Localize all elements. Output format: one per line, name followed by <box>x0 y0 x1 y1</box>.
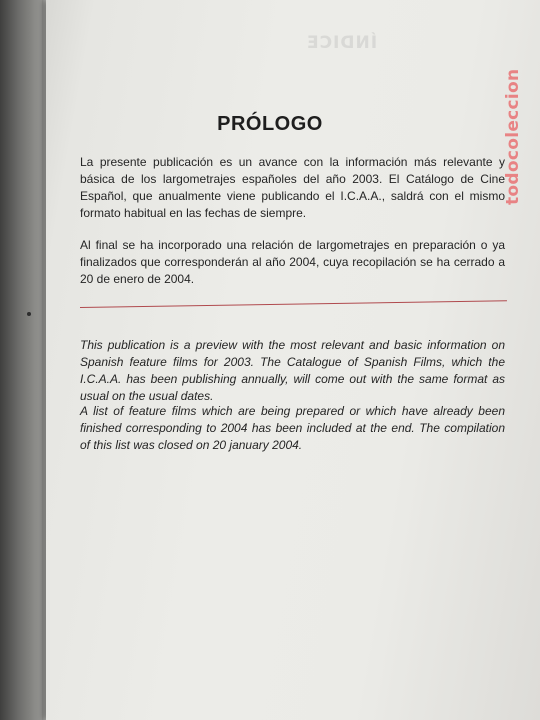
english-paragraph-2: A list of feature films which are being prepared or which have already been finished corresponding to 2004 has been included at the end. The compilation of this list was closed on 20 january 2004. <box>80 404 505 452</box>
watermark-text: todocoleccion <box>503 68 523 205</box>
page-title: PRÓLOGO <box>217 113 323 135</box>
bleed-through-text: ÍNDICE <box>306 33 378 53</box>
margin-dot <box>27 312 31 316</box>
english-paragraph-1: This publication is a preview with the most relevant and basic information on Spanish feature films for 2003. The Catalogue of Spanish Films, which the I.C.A.A. has been publishing annually, will come out with the same format as usual on the usual dates. <box>80 338 505 403</box>
spanish-paragraph-2: Al final se ha incorporado una relación de largometrajes en preparación o ya finalizados que corresponderán al año 2004, cuya recopilación se ha cerrado a 20 de enero de 2004. <box>80 238 505 286</box>
spanish-paragraph-1: La presente publicación es un avance con la información más relevante y básica de los largometrajes españoles del año 2003. El Catálogo de Cine Español, que anualmente viene publicando el I.C.A.A., saldrá con el mismo formato habitual en las fechas de siempre. <box>80 155 505 220</box>
